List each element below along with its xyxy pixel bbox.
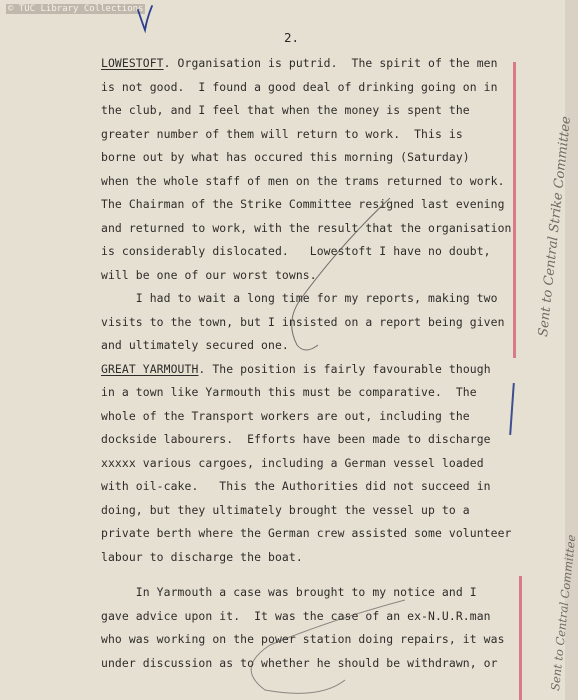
text-line: private berth where the German crew assisted some volunteer [101,526,512,540]
text-line: and returned to work, with the result that the organisation [101,220,512,235]
text-line: with oil-cake. This the Authorities did not succeed in [101,479,491,493]
margin-note-upper: Sent to Central Strike Committee [536,115,575,338]
line-text: . Organisation is putrid. The spirit of the men [163,56,498,70]
text-line: will be one of our worst towns. [101,267,317,282]
text-line: gave advice upon it. It was the case of an ex-N.U.R.man [101,608,491,623]
text-line: is considerably dislocated. Lowestoft I have no doubt, [101,244,491,258]
text-line: The Chairman of the Strike Committee resigned last evening [101,197,505,211]
page-number: 2. [284,30,300,45]
text-line: whole of the Transport workers are out, including the [101,408,470,423]
watermark-label: © TUC Library Collections [8,4,144,14]
text-line: and ultimately secured one. [101,338,289,352]
text-line: borne out by what has occured this morning (Saturday) [101,150,470,164]
text-line: doing, but they ultimately brought the vessel up to a [101,502,470,517]
text-line: in a town like Yarmouth this must be comparative. The [101,385,477,399]
line-text: . The position is fairly favourable though [198,361,491,376]
text-line: dockside labourers. Efforts have been made to discharge [101,432,491,446]
text-line: greater number of them will return to work. This is [101,126,463,141]
text-line: In Yarmouth a case was brought to my notice and I [101,585,477,599]
text-line: who was working on the power station doing repairs, it was [101,632,505,646]
text-line: labour to discharge the boat. [101,549,303,564]
margin-note-lower: Sent to Central Committee [548,533,578,692]
text-line: the club, and I feel that when the money is spent the [101,103,470,117]
text-line: I had to wait a long time for my reports, making two [101,291,498,305]
text-line: xxxxx various cargoes, including a German vessel loaded [101,455,484,470]
section-heading: GREAT YARMOUTH [101,361,199,376]
text-line: is not good. I found a good deal of drinking going on in [101,79,498,94]
text-line: when the whole staff of men on the trams returned to work. [101,173,505,188]
text-line: visits to the town, but I insisted on a report being given [101,314,505,329]
text-line: under discussion as to whether he should be withdrawn, or [101,655,498,670]
section-heading: LOWESTOFT [101,56,164,70]
